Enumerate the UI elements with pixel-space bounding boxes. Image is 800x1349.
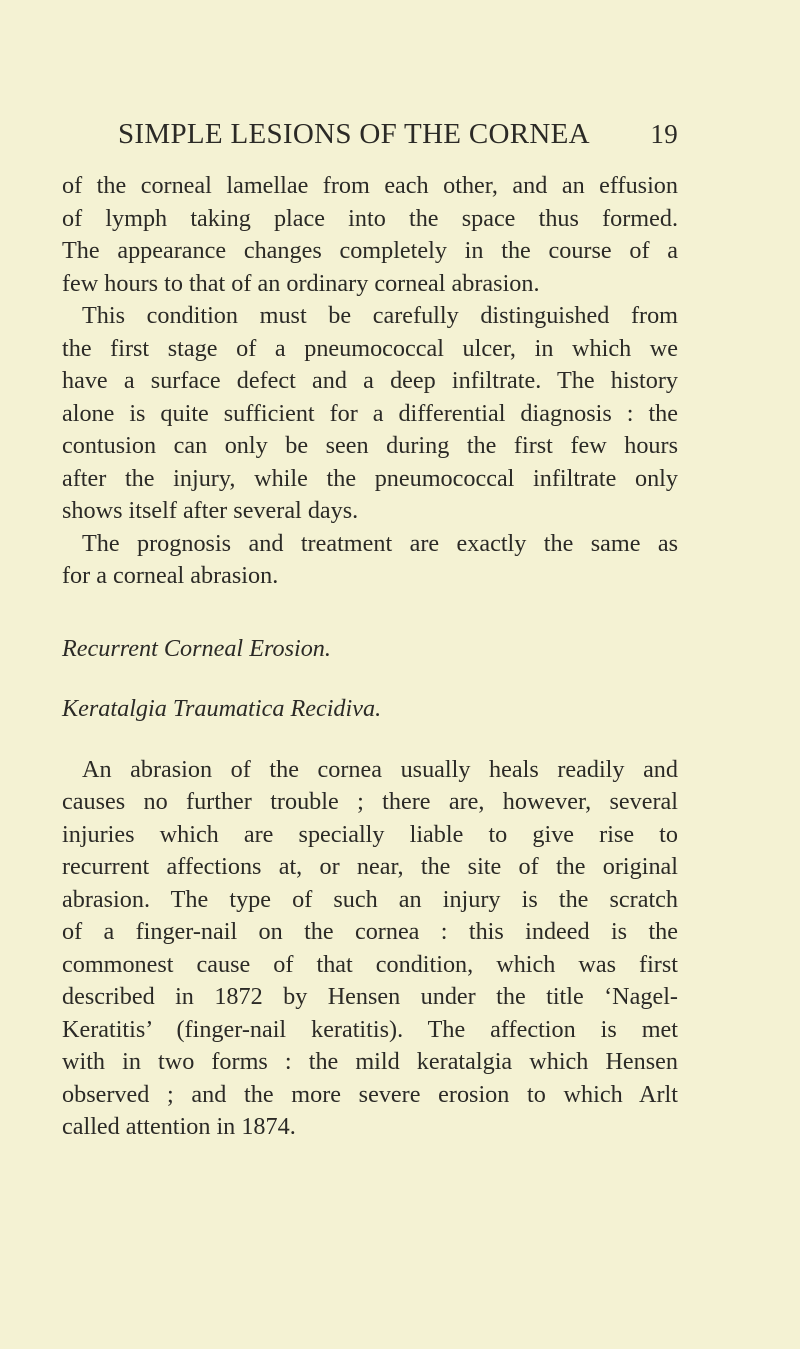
paragraph-prognosis — [62, 528, 678, 593]
paragraph-continuation — [62, 170, 678, 300]
text-line: of a finger-nail on the cornea : this indeed is the — [62, 918, 678, 945]
paragraph-abrasion — [62, 754, 678, 1144]
text-line: The prognosis and treatment are exactly the same as — [82, 529, 678, 557]
text-line: injuries which are specially liable to give rise to — [62, 820, 678, 848]
text-line: shows itself after several days. — [62, 497, 359, 524]
text-line: of lymph taking place into the space thus formed. — [62, 204, 678, 232]
running-head-title: SIMPLE LESIONS OF THE CORNEA — [118, 118, 590, 150]
text-line: This condition must be carefully distinguished from — [82, 302, 678, 329]
text-line: causes no further trouble ; there are, however, several — [62, 788, 678, 815]
text-line: called attention in 1874. — [62, 1113, 296, 1140]
text-line: contusion can only be seen during the first few hours — [62, 432, 678, 459]
text-line: for a corneal abrasion. — [62, 562, 279, 589]
text-line: The appearance changes completely in the course of a — [62, 237, 678, 264]
running-head — [118, 118, 678, 151]
text-line: An abrasion of the cornea usually heals readily and — [82, 755, 678, 783]
body-text — [62, 170, 678, 1144]
paragraph-differential-diagnosis — [62, 300, 678, 528]
text-line: observed ; and the more severe erosion to which Arlt — [62, 1080, 678, 1108]
text-line: Keratitis’ (finger-nail keratitis). The affection is met — [62, 1015, 678, 1043]
section-heading: Recurrent Corneal Erosion. — [62, 634, 331, 662]
text-line: described in 1872 by Hensen under the title ‘Nagel- — [62, 983, 678, 1010]
text-line: have a surface defect and a deep infiltrate. The history — [62, 367, 678, 394]
text-line: few hours to that of an ordinary corneal abrasion. — [62, 269, 540, 297]
text-line: after the injury, while the pneumococcal infiltrate only — [62, 464, 678, 492]
text-line: recurrent affections at, or near, the site of the original — [62, 853, 678, 880]
text-line: abrasion. The type of such an injury is the scratch — [62, 885, 678, 913]
page-number: 19 — [650, 119, 678, 149]
text-line: the first stage of a pneumococcal ulcer, in which we — [62, 334, 678, 362]
text-line: of the corneal lamellae from each other, and an effusion — [62, 172, 678, 199]
text-line: with in two forms : the mild keratalgia which Hensen — [62, 1048, 678, 1075]
text-line: commonest cause of that condition, which was first — [62, 950, 678, 978]
text-line: alone is quite sufficient for a differential diagnosis : the — [62, 399, 678, 427]
subsection-heading: Keratalgia Traumatica Recidiva. — [62, 695, 382, 722]
